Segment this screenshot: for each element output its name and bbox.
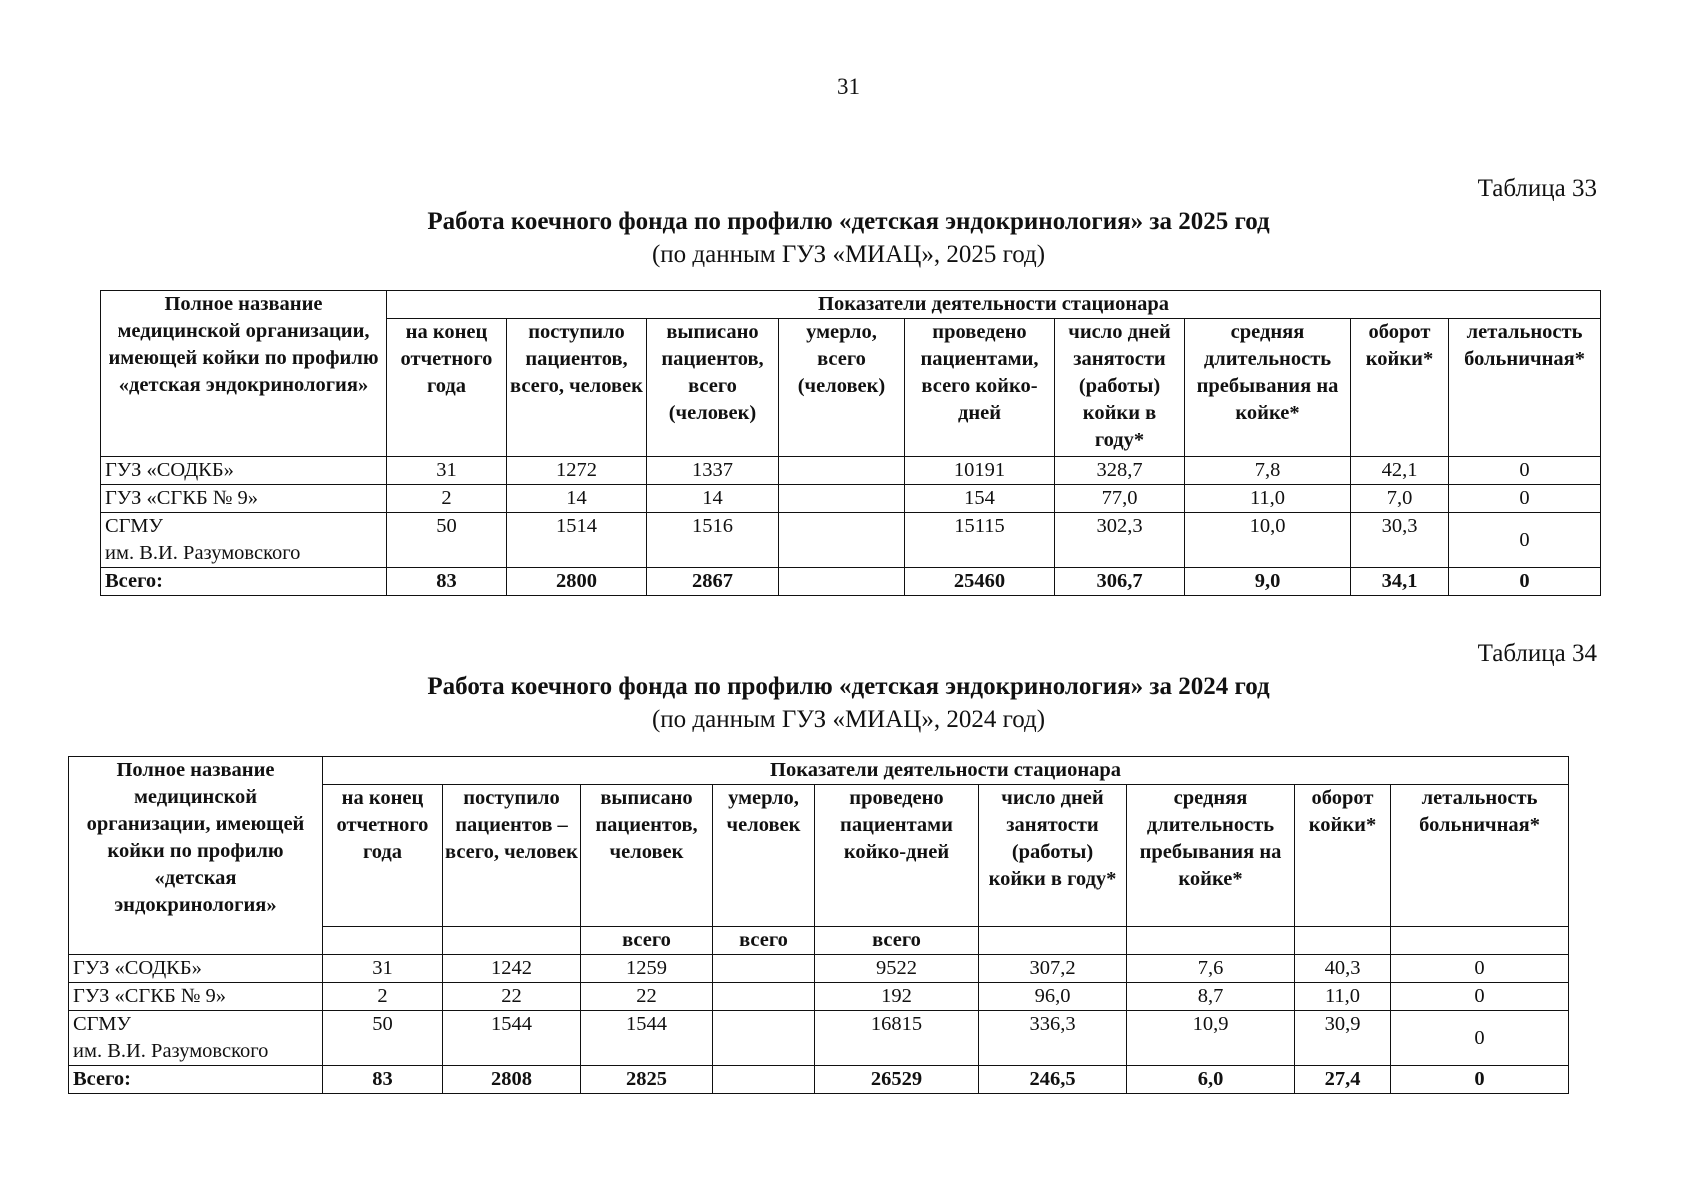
- table-row: [101, 485, 1601, 513]
- cell: 40,3: [1295, 955, 1391, 983]
- cell: 1544: [581, 1011, 713, 1066]
- column-header: умерло, всего (человек): [779, 319, 905, 457]
- cell: 30,3: [1351, 513, 1449, 568]
- cell: 1544: [443, 1011, 581, 1066]
- cell: 0: [1449, 513, 1601, 568]
- cell: [713, 983, 815, 1011]
- column-header: поступило пациентов – всего, человек: [443, 785, 581, 927]
- cell: 26529: [815, 1066, 979, 1094]
- cell: 0: [1391, 983, 1569, 1011]
- cell: 2: [323, 983, 443, 1011]
- table-33-label: Таблица 33: [1477, 175, 1597, 202]
- cell: 16815: [815, 1011, 979, 1066]
- cell: 1259: [581, 955, 713, 983]
- cell: [713, 1011, 815, 1066]
- table-33-title: Работа коечного фонда по профилю «детская эндокринология» за 2025 год: [427, 208, 1270, 235]
- cell: 192: [815, 983, 979, 1011]
- table-row: [101, 457, 1601, 485]
- cell: 30,9: [1295, 1011, 1391, 1066]
- column-header: проведено пациентами койко-дней: [815, 785, 979, 927]
- column-header: выписано пациентов, человек: [581, 785, 713, 927]
- org-name: ГУЗ «СГКБ № 9»: [101, 485, 387, 513]
- cell: 22: [443, 983, 581, 1011]
- cell: 0: [1449, 568, 1601, 596]
- cell: [779, 457, 905, 485]
- org-name-line2: им. В.И. Разумовского: [105, 542, 301, 564]
- cell: 336,3: [979, 1011, 1127, 1066]
- cell: 2800: [507, 568, 647, 596]
- cell: 2867: [647, 568, 779, 596]
- cell: 50: [387, 513, 507, 568]
- column-header: летальность больничная*: [1449, 319, 1601, 457]
- cell: 31: [323, 955, 443, 983]
- cell: [779, 568, 905, 596]
- total-label: Всего:: [101, 568, 387, 596]
- total-row: [69, 1066, 1569, 1094]
- cell: 302,3: [1055, 513, 1185, 568]
- cell: 2: [387, 485, 507, 513]
- org-name: ГУЗ «СОДКБ»: [101, 457, 387, 485]
- cell: 7,6: [1127, 955, 1295, 983]
- table-34: [68, 756, 1569, 1094]
- page-number: 31: [837, 74, 860, 99]
- column-header: оборот койки*: [1295, 785, 1391, 927]
- cell: [713, 955, 815, 983]
- cell: 1242: [443, 955, 581, 983]
- cell: 2825: [581, 1066, 713, 1094]
- column-header: оборот койки*: [1351, 319, 1449, 457]
- table-34-subtitle: (по данным ГУЗ «МИАЦ», 2024 год): [651, 706, 1046, 733]
- table-row: [69, 1011, 1569, 1066]
- group-header: Показатели деятельности стационара: [323, 757, 1569, 785]
- subheader-cell: [1391, 927, 1569, 955]
- cell: [713, 1066, 815, 1094]
- table-row: [69, 983, 1569, 1011]
- table-row: [101, 513, 1601, 568]
- table-33-subtitle: (по данным ГУЗ «МИАЦ», 2025 год): [651, 241, 1046, 268]
- cell: 328,7: [1055, 457, 1185, 485]
- cell: 10191: [905, 457, 1055, 485]
- org-name: ГУЗ «СГКБ № 9»: [69, 983, 323, 1011]
- column-header: проведено пациентами, всего койко-дней: [905, 319, 1055, 457]
- table-34-label: Таблица 34: [1477, 640, 1597, 667]
- group-header: Показатели деятельности стационара: [387, 291, 1601, 319]
- cell: 9522: [815, 955, 979, 983]
- cell: 0: [1391, 1011, 1569, 1066]
- org-name: [69, 1011, 323, 1066]
- column-header: умерло, человек: [713, 785, 815, 927]
- cell: 14: [647, 485, 779, 513]
- subheader-cell: [1127, 927, 1295, 955]
- cell: 0: [1449, 457, 1601, 485]
- cell: 27,4: [1295, 1066, 1391, 1094]
- cell: 31: [387, 457, 507, 485]
- cell: 10,9: [1127, 1011, 1295, 1066]
- org-name-line2: им. В.И. Разумовского: [73, 1040, 269, 1062]
- cell: 11,0: [1295, 983, 1391, 1011]
- cell: 83: [387, 568, 507, 596]
- cell: 154: [905, 485, 1055, 513]
- cell: 2808: [443, 1066, 581, 1094]
- cell: 246,5: [979, 1066, 1127, 1094]
- org-column-header: Полное название медицинской организации, имеющей койки по профилю «детская эндокринология»: [101, 291, 387, 457]
- cell: 7,0: [1351, 485, 1449, 513]
- cell: 6,0: [1127, 1066, 1295, 1094]
- cell: 1514: [507, 513, 647, 568]
- subheader-cell: всего: [581, 927, 713, 955]
- cell: 1516: [647, 513, 779, 568]
- column-header: на конец отчетного года: [387, 319, 507, 457]
- cell: 1272: [507, 457, 647, 485]
- subheader-cell: [323, 927, 443, 955]
- column-header: число дней занятости (работы) койки в году*: [979, 785, 1127, 927]
- cell: 96,0: [979, 983, 1127, 1011]
- cell: 50: [323, 1011, 443, 1066]
- subheader-cell: [1295, 927, 1391, 955]
- column-header: поступило пациентов, всего, человек: [507, 319, 647, 457]
- total-row: [101, 568, 1601, 596]
- org-column-header: Полное название медицинской организации, имеющей койки по профилю «детская эндокринология»: [69, 757, 323, 955]
- cell: 15115: [905, 513, 1055, 568]
- subheader-cell: всего: [815, 927, 979, 955]
- cell: 307,2: [979, 955, 1127, 983]
- cell: 0: [1449, 485, 1601, 513]
- cell: 83: [323, 1066, 443, 1094]
- column-header: летальность больничная*: [1391, 785, 1569, 927]
- cell: 14: [507, 485, 647, 513]
- table-row: [69, 955, 1569, 983]
- org-name: [101, 513, 387, 568]
- cell: 0: [1391, 955, 1569, 983]
- org-name-line1: СГМУ: [73, 1013, 131, 1035]
- total-label: Всего:: [69, 1066, 323, 1094]
- column-header: средняя длительность пребывания на койке*: [1127, 785, 1295, 927]
- org-name-line1: СГМУ: [105, 515, 163, 537]
- cell: [779, 485, 905, 513]
- cell: 1337: [647, 457, 779, 485]
- cell: 8,7: [1127, 983, 1295, 1011]
- org-name: ГУЗ «СОДКБ»: [69, 955, 323, 983]
- cell: 11,0: [1185, 485, 1351, 513]
- cell: 77,0: [1055, 485, 1185, 513]
- cell: 10,0: [1185, 513, 1351, 568]
- cell: [779, 513, 905, 568]
- table-33: [100, 290, 1601, 596]
- cell: 25460: [905, 568, 1055, 596]
- cell: 42,1: [1351, 457, 1449, 485]
- cell: 0: [1391, 1066, 1569, 1094]
- table-34-title: Работа коечного фонда по профилю «детская эндокринология» за 2024 год: [427, 673, 1270, 700]
- subheader-cell: [443, 927, 581, 955]
- column-header: число дней занятости (работы) койки в году*: [1055, 319, 1185, 457]
- cell: 9,0: [1185, 568, 1351, 596]
- subheader-cell: [979, 927, 1127, 955]
- cell: 7,8: [1185, 457, 1351, 485]
- column-header: выписано пациентов, всего (человек): [647, 319, 779, 457]
- cell: 34,1: [1351, 568, 1449, 596]
- cell: 22: [581, 983, 713, 1011]
- column-header: на конец отчетного года: [323, 785, 443, 927]
- subheader-cell: всего: [713, 927, 815, 955]
- column-header: средняя длительность пребывания на койке*: [1185, 319, 1351, 457]
- cell: 306,7: [1055, 568, 1185, 596]
